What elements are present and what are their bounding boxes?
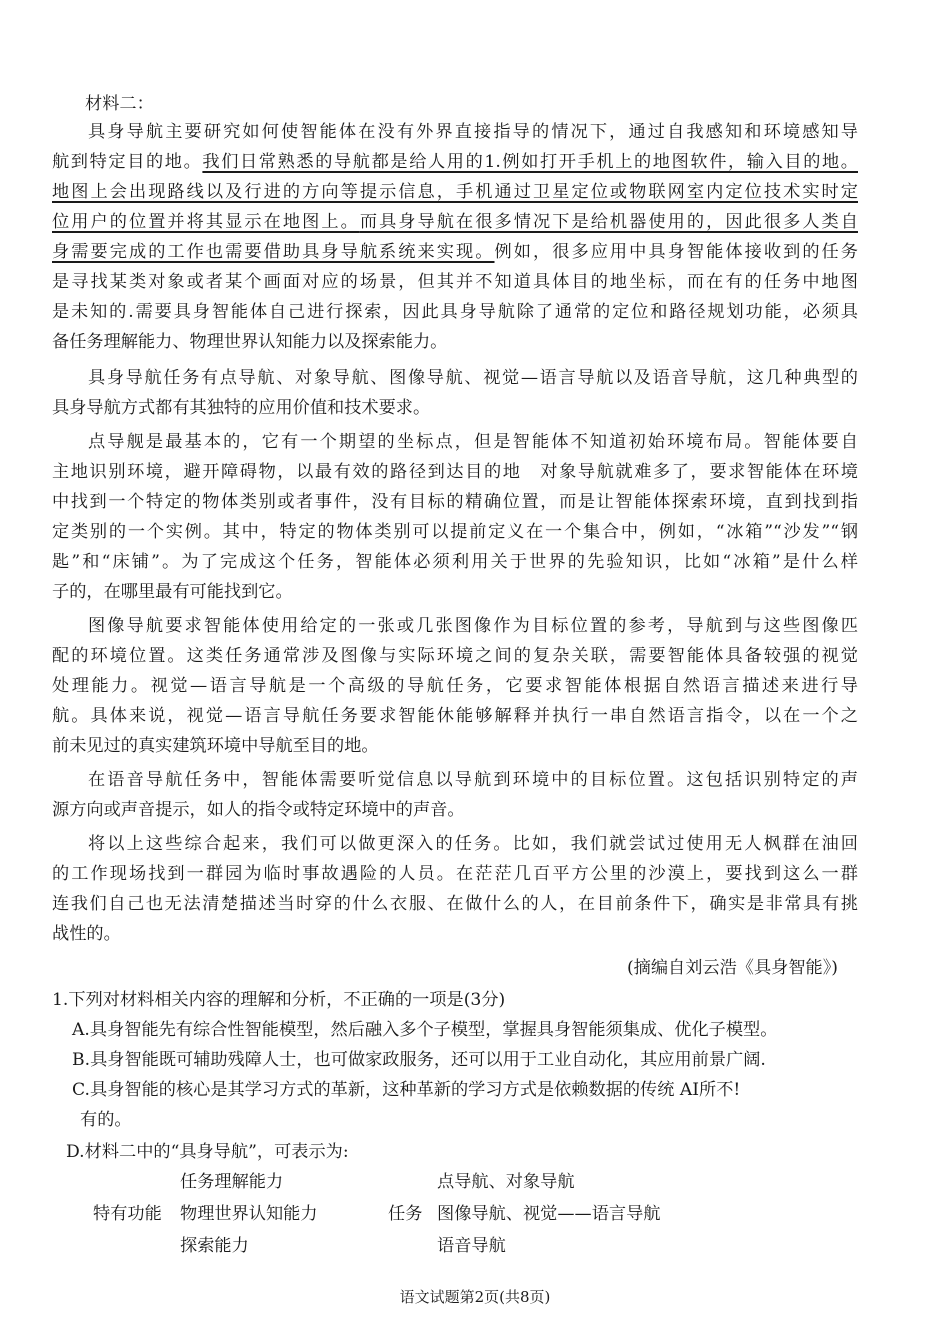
task-item: 点导航、对象导航 [437,1172,575,1192]
para2-line1: 具身导航任务有点导航、对象导航、图像导航、视觉—语言导航以及语音导航，这几种典型的 [88,368,858,388]
para2-line2: 具身导航方式都有其独特的应用价值和技术要求。 [52,398,431,418]
para6-line2: 的工作现场找到一群园为临时事故遇险的人员。在茫茫几百平方公里的沙漠上，要找到这么一群 [52,864,858,884]
para4-line1: 图像导航要求智能体使用给定的一张或几张图像作为目标位置的参考，导航到与这些图像匹 [88,616,858,636]
para4-line4: 航。具体来说，视觉—语言导航任务要求智能休能够解释并执行一串自然语言指令，以在一个之 [52,706,858,726]
feature-item: 物理世界认知能力 [180,1204,318,1224]
task-item: 图像导航、视觉——语言导航 [437,1204,661,1224]
feature-item: 探索能力 [180,1236,249,1256]
para4-line2: 配的环境位置。这类任务通常涉及图像与实际环境之间的复杂关联，需要智能体具备较强的视觉 [52,646,858,666]
tasks-label: 任务 [388,1204,423,1224]
para3-line2: 主地识别环境，避开障碍物，以最有效的路径到达目的地 对象导航就难多了，要求智能体在环境 [52,462,858,482]
source-citation: (摘编自刘云浩《具身智能》) [626,958,838,978]
page-footer: 语文试题第2页(共8页) [399,1288,551,1306]
para1-line3: 地图上会出现路线以及行进的方向等提示信息，手机通过卫星定位或物联网室内定位技术实时定 [52,182,858,202]
para3-line6: 子的，在哪里最有可能找到它。 [52,582,293,602]
underlined-text: 我们日常熟悉的导航都是给人用的1.例如打开手机上的地图软件，输入目的地。 [202,152,858,172]
para1-line2a: 航到特定目的地。 [52,152,203,172]
para1-line2 [52,150,858,174]
para5-line2: 源方向或声音提示，如人的指令或特定环境中的声音。 [52,800,465,820]
option-d: D.材料二中的“具身导航”，可表示为: [66,1142,349,1162]
option-a: A.具身智能先有综合性智能模型，然后融入多个子模型，掌握具身智能须集成、优化子模型。 [72,1020,778,1040]
para3-line3: 中找到一个特定的物体类别或者事件，没有目标的精确位置，而是让智能体探索环境，直到找到指 [52,492,858,512]
para5-line1: 在语音导航任务中，智能体需要听觉信息以导航到环境中的目标位置。这包括识别特定的声 [88,770,858,790]
material-label: 材料二： [85,94,154,114]
para1-line1: 具身导航主要研究如何使智能体在没有外界直接指导的情况下，通过自我感知和环境感知导 [88,122,858,142]
task-item: 语音导航 [437,1236,506,1256]
question-stem: 1.下列对材料相关内容的理解和分析，不正确的一项是(3分) [52,990,506,1010]
para1-line6: 是寻找某类对象或者某个画面对应的场景，但其并不知道具体目的地坐标，而在有的任务中地图 [52,272,858,292]
para3-line4: 定类别的一个实例。其中，特定的物体类别可以提前定义在一个集合中，例如，“冰箱”“沙发”“钢 [52,522,859,542]
features-label: 特有功能 [93,1204,162,1224]
para1-line4 [52,210,858,234]
option-c-continuation: 有的。 [80,1110,132,1130]
para1-line5 [52,240,858,264]
para3-line5: 匙”和“床铺”。为了完成这个任务，智能体必须利用关于世界的先验知识，比如“冰箱”是什么样 [52,552,858,572]
underlined-text: 位用户的位置并将其显示在地图上。 [52,212,360,232]
para3-line1: 点导舰是最基本的，它有一个期望的坐标点，但是智能体不知道初始环境布局。智能体要自 [88,432,858,452]
option-c: C.具身智能的核心是其学习方式的革新，这种革新的学习方式是依赖数据的传统 AI所不! [72,1080,741,1100]
para1-line7: 是未知的.需要具身智能体自己进行探索，因此具身导航除了通常的定位和路径规划功能，必须具 [52,302,858,322]
feature-item: 任务理解能力 [180,1172,284,1192]
para6-line4: 战性的。 [52,924,121,944]
underlined-text: 而具身导航在很多情况下是给机器使用的，因此很多人类自 [359,212,858,232]
underlined-text: 身需要完成的工作也需要借助具身导航系统来实现。 [52,242,495,262]
para4-line3: 处理能力。视觉—语言导航是一个高级的导航任务，它要求智能体根据自然语言描述来进行导 [52,676,858,696]
para6-line3: 连我们自己也无法清楚描述当时穿的什么衣服、在做什么的人，在目前条件下，确实是非常具有挑 [52,894,858,914]
para4-line5: 前未见过的真实建筑环境中导航至目的地。 [52,736,379,756]
para1-line5b: 例如，很多应用中具身智能体接收到的任务 [494,242,858,262]
para6-line1: 将以上这些综合起来，我们可以做更深入的任务。比如，我们就尝试过使用无人枫群在油回 [88,834,858,854]
option-b: B.具身智能既可辅助残障人士，也可做家政服务，还可以用于工业自动化，其应用前景广阔. [72,1050,766,1070]
para1-line8: 备任务理解能力、物理世界认知能力以及探索能力。 [52,332,448,352]
